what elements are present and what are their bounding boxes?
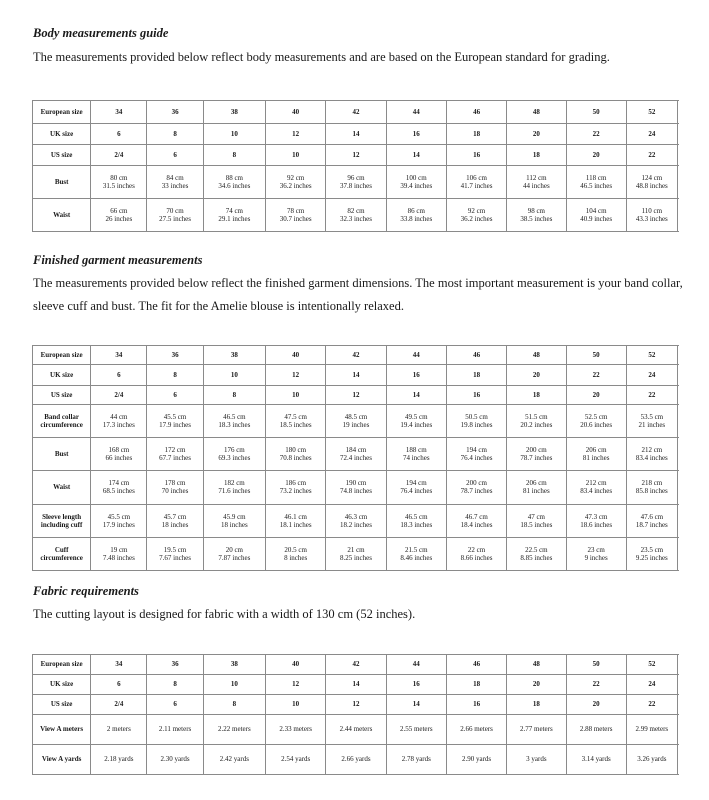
table-cell: 24 [626, 675, 677, 695]
table-cell: 184 cm 72.4 inches [326, 438, 386, 471]
table-row [33, 145, 678, 166]
table-cell: 100 cm 39.4 inches [386, 166, 446, 199]
table-cell: 14 [326, 124, 386, 145]
garment-title: Finished garment measurements [33, 253, 203, 267]
table-cell: 21.5 cm 8.46 inches [386, 537, 446, 570]
table-row [33, 386, 678, 405]
table-cell: 182 cm 71.6 inches [203, 471, 265, 504]
table-cell: 200 cm 78.7 inches [446, 471, 506, 504]
table-cell: 2.78 yards [386, 745, 446, 775]
table-cell: 38 [203, 101, 265, 124]
table-cell: 14 [386, 695, 446, 715]
table-cell: 36 [147, 655, 203, 675]
table-cell: 12 [326, 145, 386, 166]
table-cell: 12 [326, 386, 386, 405]
table-cell: 12 [326, 695, 386, 715]
table-cell: 2.77 meters [507, 715, 566, 745]
table-cell: 194 cm 76.4 inches [446, 438, 506, 471]
table-row [33, 199, 678, 232]
table-cell: 2.99 meters [626, 715, 677, 745]
table-cell: 2.66 yards [326, 745, 386, 775]
table-cell: 46 [446, 346, 506, 365]
table-cell: 2.55 meters [386, 715, 446, 745]
table-cell: 16 [446, 386, 506, 405]
table-cell: 45.5 cm 17.9 inches [147, 405, 203, 438]
table-cell: 20 [566, 145, 626, 166]
table-cell: 22.5 cm 8.85 inches [507, 537, 566, 570]
table-cell: 10 [266, 695, 326, 715]
table-cell: 172 cm 67.7 inches [147, 438, 203, 471]
table-cell: 92 cm 36.2 inches [446, 199, 506, 232]
table-cell: 14 [386, 386, 446, 405]
table-row [33, 471, 678, 504]
table-cell: 52.5 cm 20.6 inches [566, 405, 626, 438]
table-cell: 47.5 cm 18.5 inches [266, 405, 326, 438]
table-cell: 44 [386, 101, 446, 124]
table-cell: 18 [507, 695, 566, 715]
table-cell: 34 [91, 101, 147, 124]
table-cell: 174 cm 68.5 inches [91, 471, 147, 504]
table-cell: 2 meters [91, 715, 147, 745]
table-cell: 20 [507, 675, 566, 695]
table-row [33, 504, 678, 537]
table-cell: 10 [266, 386, 326, 405]
row-label: European size [33, 346, 91, 365]
table-cell: 22 [626, 695, 677, 715]
table-cell: 2.44 meters [326, 715, 386, 745]
table-cell: 20 [507, 365, 566, 386]
table-cell: 22 [626, 386, 677, 405]
table-row [33, 655, 678, 675]
table-cell: 36 [147, 346, 203, 365]
table-cell: 44 cm 17.3 inches [91, 405, 147, 438]
table-cell: 3 yards [507, 745, 566, 775]
table-cell: 14 [386, 145, 446, 166]
table-cell: 8 [203, 695, 265, 715]
row-label: UK size [33, 675, 91, 695]
table-cell: 45.7 cm 18 inches [147, 504, 203, 537]
table-cell: 6 [147, 386, 203, 405]
table-cell: 21 cm 8.25 inches [326, 537, 386, 570]
row-label: View A yards [33, 745, 91, 775]
table-cell: 112 cm 44 inches [507, 166, 566, 199]
table-cell: 22 [566, 124, 626, 145]
table-cell: 14 [326, 365, 386, 386]
table-cell: 20 [566, 695, 626, 715]
table-cell: 47.6 cm 18.7 inches [626, 504, 677, 537]
table-cell: 8 [203, 386, 265, 405]
table-row [33, 124, 678, 145]
row-label: US size [33, 145, 91, 166]
table-cell: 34 [91, 655, 147, 675]
table-cell: 168 cm 66 inches [91, 438, 147, 471]
table-cell: 18 [446, 365, 506, 386]
table-cell: 12 [266, 675, 326, 695]
table-row [33, 745, 678, 775]
table-cell: 88 cm 34.6 inches [203, 166, 265, 199]
table-cell: 6 [91, 124, 147, 145]
row-label: View A meters [33, 715, 91, 745]
table-cell: 46.1 cm 18.1 inches [266, 504, 326, 537]
row-label: Sleeve length including cuff [33, 504, 91, 537]
table-cell: 6 [147, 695, 203, 715]
row-label: Waist [33, 199, 91, 232]
table-cell: 46.3 cm 18.2 inches [326, 504, 386, 537]
table-cell: 10 [266, 145, 326, 166]
table-row [33, 101, 678, 124]
table-cell: 47.3 cm 18.6 inches [566, 504, 626, 537]
table-cell: 48 [507, 346, 566, 365]
row-label: Waist [33, 471, 91, 504]
table-cell: 206 cm 81 inches [507, 471, 566, 504]
table-row [33, 675, 678, 695]
table-cell: 110 cm 43.3 inches [626, 199, 677, 232]
table-cell: 8 [203, 145, 265, 166]
row-label: UK size [33, 365, 91, 386]
body-guide-title: Body measurements guide [33, 26, 169, 40]
table-cell: 2.66 meters [446, 715, 506, 745]
table-cell: 19.5 cm 7.67 inches [147, 537, 203, 570]
table-cell: 40 [266, 101, 326, 124]
table-cell: 38 [203, 346, 265, 365]
fabric-title: Fabric requirements [33, 584, 139, 598]
garment-text: The measurements provided below reflect the finished garment dimensions. The most important measurement is your band collar, sleeve cuff and bust. The fit for the Amelie blouse is intentionally relaxed. [33, 276, 683, 313]
garment-measurements-table [32, 345, 678, 571]
table-cell: 10 [203, 124, 265, 145]
row-label: UK size [33, 124, 91, 145]
table-cell: 6 [91, 365, 147, 386]
table-cell: 42 [326, 346, 386, 365]
table-cell: 194 cm 76.4 inches [386, 471, 446, 504]
table-cell: 23 cm 9 inches [566, 537, 626, 570]
table-row [33, 438, 678, 471]
table-row [33, 166, 678, 199]
table-cell: 19 cm 7.48 inches [91, 537, 147, 570]
table-cell: 180 cm 70.8 inches [266, 438, 326, 471]
table-cell: 2.30 yards [147, 745, 203, 775]
table-cell: 48 [507, 101, 566, 124]
row-label: Bust [33, 438, 91, 471]
table-cell: 106 cm 41.7 inches [446, 166, 506, 199]
table-cell: 84 cm 33 inches [147, 166, 203, 199]
table-cell: 18 [446, 124, 506, 145]
table-cell: 22 [566, 675, 626, 695]
table-cell: 98 cm 38.5 inches [507, 199, 566, 232]
row-label: US size [33, 695, 91, 715]
table-cell: 2.11 meters [147, 715, 203, 745]
table-cell: 124 cm 48.8 inches [626, 166, 677, 199]
table-cell: 176 cm 69.3 inches [203, 438, 265, 471]
table-cell: 50 [566, 101, 626, 124]
table-cell: 22 cm 8.66 inches [446, 537, 506, 570]
table-row [33, 365, 678, 386]
body-measurements-table [32, 100, 678, 232]
table-cell: 2/4 [91, 386, 147, 405]
table-cell: 49.5 cm 19.4 inches [386, 405, 446, 438]
table-cell: 20 [507, 124, 566, 145]
table-cell: 34 [91, 346, 147, 365]
table-cell: 86 cm 33.8 inches [386, 199, 446, 232]
table-cell: 53.5 cm 21 inches [626, 405, 677, 438]
table-cell: 74 cm 29.1 inches [203, 199, 265, 232]
table-cell: 48.5 cm 19 inches [326, 405, 386, 438]
table-cell: 2/4 [91, 145, 147, 166]
table-cell: 2.88 meters [566, 715, 626, 745]
table-cell: 22 [566, 365, 626, 386]
table-cell: 118 cm 46.5 inches [566, 166, 626, 199]
table-cell: 48 [507, 655, 566, 675]
row-label: Bust [33, 166, 91, 199]
table-row [33, 715, 678, 745]
table-cell: 24 [626, 365, 677, 386]
table-cell: 6 [147, 145, 203, 166]
table-row [33, 346, 678, 365]
table-cell: 218 cm 85.8 inches [626, 471, 677, 504]
fabric-text: The cutting layout is designed for fabric with a width of 130 cm (52 inches). [33, 607, 416, 621]
table-cell: 42 [326, 655, 386, 675]
table-cell: 44 [386, 346, 446, 365]
row-label: European size [33, 655, 91, 675]
table-cell: 8 [147, 365, 203, 386]
table-cell: 2.90 yards [446, 745, 506, 775]
table-cell: 2.18 yards [91, 745, 147, 775]
table-cell: 40 [266, 655, 326, 675]
table-cell: 92 cm 36.2 inches [266, 166, 326, 199]
row-label: Band collar circumference [33, 405, 91, 438]
table-cell: 104 cm 40.9 inches [566, 199, 626, 232]
table-cell: 12 [266, 124, 326, 145]
table-cell: 46 [446, 655, 506, 675]
table-cell: 2.42 yards [203, 745, 265, 775]
table-cell: 178 cm 70 inches [147, 471, 203, 504]
table-cell: 23.5 cm 9.25 inches [626, 537, 677, 570]
table-cell: 78 cm 30.7 inches [266, 199, 326, 232]
row-label: US size [33, 386, 91, 405]
table-cell: 45.9 cm 18 inches [203, 504, 265, 537]
table-cell: 80 cm 31.5 inches [91, 166, 147, 199]
table-cell: 200 cm 78.7 inches [507, 438, 566, 471]
table-cell: 96 cm 37.8 inches [326, 166, 386, 199]
row-label: European size [33, 101, 91, 124]
table-cell: 22 [626, 145, 677, 166]
table-cell: 46.5 cm 18.3 inches [203, 405, 265, 438]
table-cell: 20 [566, 386, 626, 405]
table-cell: 52 [626, 346, 677, 365]
table-cell: 16 [386, 124, 446, 145]
table-cell: 50 [566, 346, 626, 365]
table-row [33, 405, 678, 438]
table-cell: 46.5 cm 18.3 inches [386, 504, 446, 537]
table-cell: 18 [446, 675, 506, 695]
table-cell: 20 cm 7.87 inches [203, 537, 265, 570]
table-cell: 16 [446, 145, 506, 166]
table-cell: 16 [446, 695, 506, 715]
table-cell: 50.5 cm 19.8 inches [446, 405, 506, 438]
table-cell: 8 [147, 675, 203, 695]
table-cell: 40 [266, 346, 326, 365]
table-cell: 212 cm 83.4 inches [566, 471, 626, 504]
table-cell: 10 [203, 365, 265, 386]
table-cell: 206 cm 81 inches [566, 438, 626, 471]
table-row [33, 537, 678, 570]
table-cell: 14 [326, 675, 386, 695]
table-cell: 47 cm 18.5 inches [507, 504, 566, 537]
table-cell: 16 [386, 365, 446, 386]
table-cell: 6 [91, 675, 147, 695]
table-cell: 2/4 [91, 695, 147, 715]
table-cell: 46 [446, 101, 506, 124]
table-cell: 3.14 yards [566, 745, 626, 775]
table-cell: 50 [566, 655, 626, 675]
table-cell: 52 [626, 655, 677, 675]
table-cell: 70 cm 27.5 inches [147, 199, 203, 232]
table-cell: 2.22 meters [203, 715, 265, 745]
table-row [33, 695, 678, 715]
table-cell: 188 cm 74 inches [386, 438, 446, 471]
table-cell: 16 [386, 675, 446, 695]
table-cell: 18 [507, 145, 566, 166]
table-cell: 12 [266, 365, 326, 386]
table-cell: 2.33 meters [266, 715, 326, 745]
table-cell: 45.5 cm 17.9 inches [91, 504, 147, 537]
body-guide-text: The measurements provided below reflect body measurements and are based on the European standard for grading. [33, 50, 610, 64]
table-cell: 186 cm 73.2 inches [266, 471, 326, 504]
table-cell: 3.26 yards [626, 745, 677, 775]
table-cell: 36 [147, 101, 203, 124]
table-cell: 66 cm 26 inches [91, 199, 147, 232]
table-cell: 18 [507, 386, 566, 405]
fabric-requirements-table [32, 654, 678, 775]
table-cell: 24 [626, 124, 677, 145]
table-cell: 10 [203, 675, 265, 695]
table-cell: 51.5 cm 20.2 inches [507, 405, 566, 438]
table-cell: 190 cm 74.8 inches [326, 471, 386, 504]
table-cell: 52 [626, 101, 677, 124]
table-cell: 42 [326, 101, 386, 124]
table-cell: 8 [147, 124, 203, 145]
table-cell: 44 [386, 655, 446, 675]
table-cell: 82 cm 32.3 inches [326, 199, 386, 232]
table-cell: 2.54 yards [266, 745, 326, 775]
table-cell: 38 [203, 655, 265, 675]
table-cell: 20.5 cm 8 inches [266, 537, 326, 570]
row-label: Cuff circumference [33, 537, 91, 570]
table-cell: 212 cm 83.4 inches [626, 438, 677, 471]
table-cell: 46.7 cm 18.4 inches [446, 504, 506, 537]
